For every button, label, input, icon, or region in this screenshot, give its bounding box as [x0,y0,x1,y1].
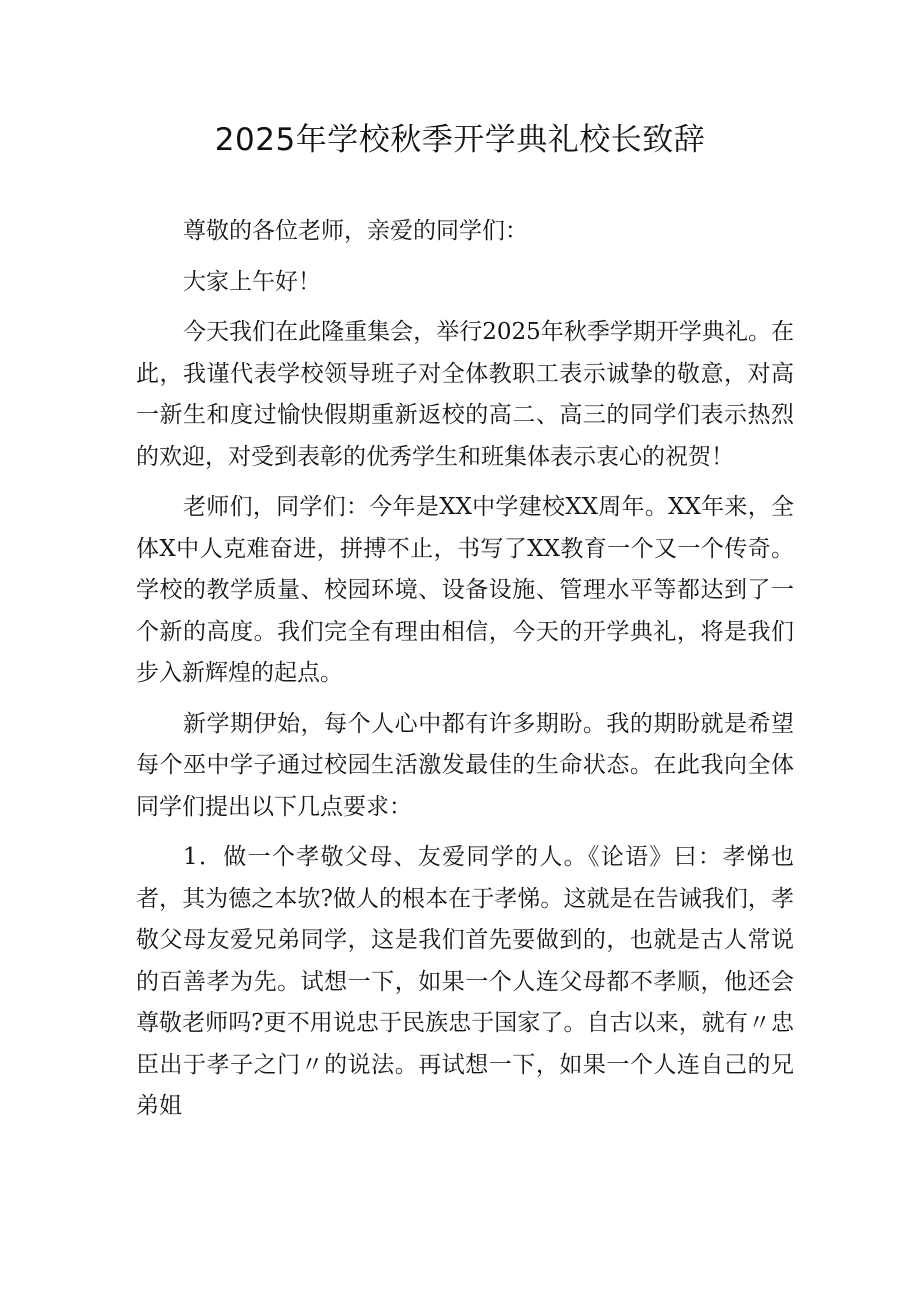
document-body [136,211,794,1137]
salutation-paragraph: 尊敬的各位老师，亲爱的同学们： [183,218,528,244]
anniversary-paragraph: 老师们，同学们：今年是XX中学建校XX周年。XX年来，全体X中人克难奋进，拼搏不止，书写了XX教育一个又一个传奇。学校的教学质量、校园环境、设备设施、管理水平等都达到了一个新的高度。我们完全有理由相信，今天的开学典礼，将是我们步入新辉煌的起点。 [136,494,794,686]
expectations-paragraph: 新学期伊始，每个人心中都有许多期盼。我的期盼就是希望每个巫中学子通过校园生活激发最佳的生命状态。在此我向全体同学们提出以下几点要求： [136,710,794,820]
document-title: 2025年学校秋季开学典礼校长致辞 [214,122,706,158]
opening-paragraph: 今天我们在此隆重集会，举行2025年秋季学期开学典礼。在此，我谨代表学校领导班子对全体教职工表示诚挚的敬意，对高一新生和度过愉快假期重新返校的高二、高三的同学们表示热烈的欢迎，对受到表彰的优秀学生和班集体表示衷心的祝贺！ [136,319,794,470]
requirement-1-paragraph: 1．做一个孝敬父母、友爱同学的人。《论语》曰：孝悌也者，其为德之本欤?做人的根本在于孝悌。这就是在告诫我们，孝敬父母友爱兄弟同学，这是我们首先要做到的，也就是古人常说的百善孝为先。试想一下，如果一个人连父母都不孝顺，他还会尊敬老师吗?更不用说忠于民族忠于国家了。自古以来，就有〃忠臣出于孝子之门〃的说法。再试想一下，如果一个人连自己的兄弟姐 [136,844,794,1119]
greeting-paragraph: 大家上午好！ [183,268,321,295]
